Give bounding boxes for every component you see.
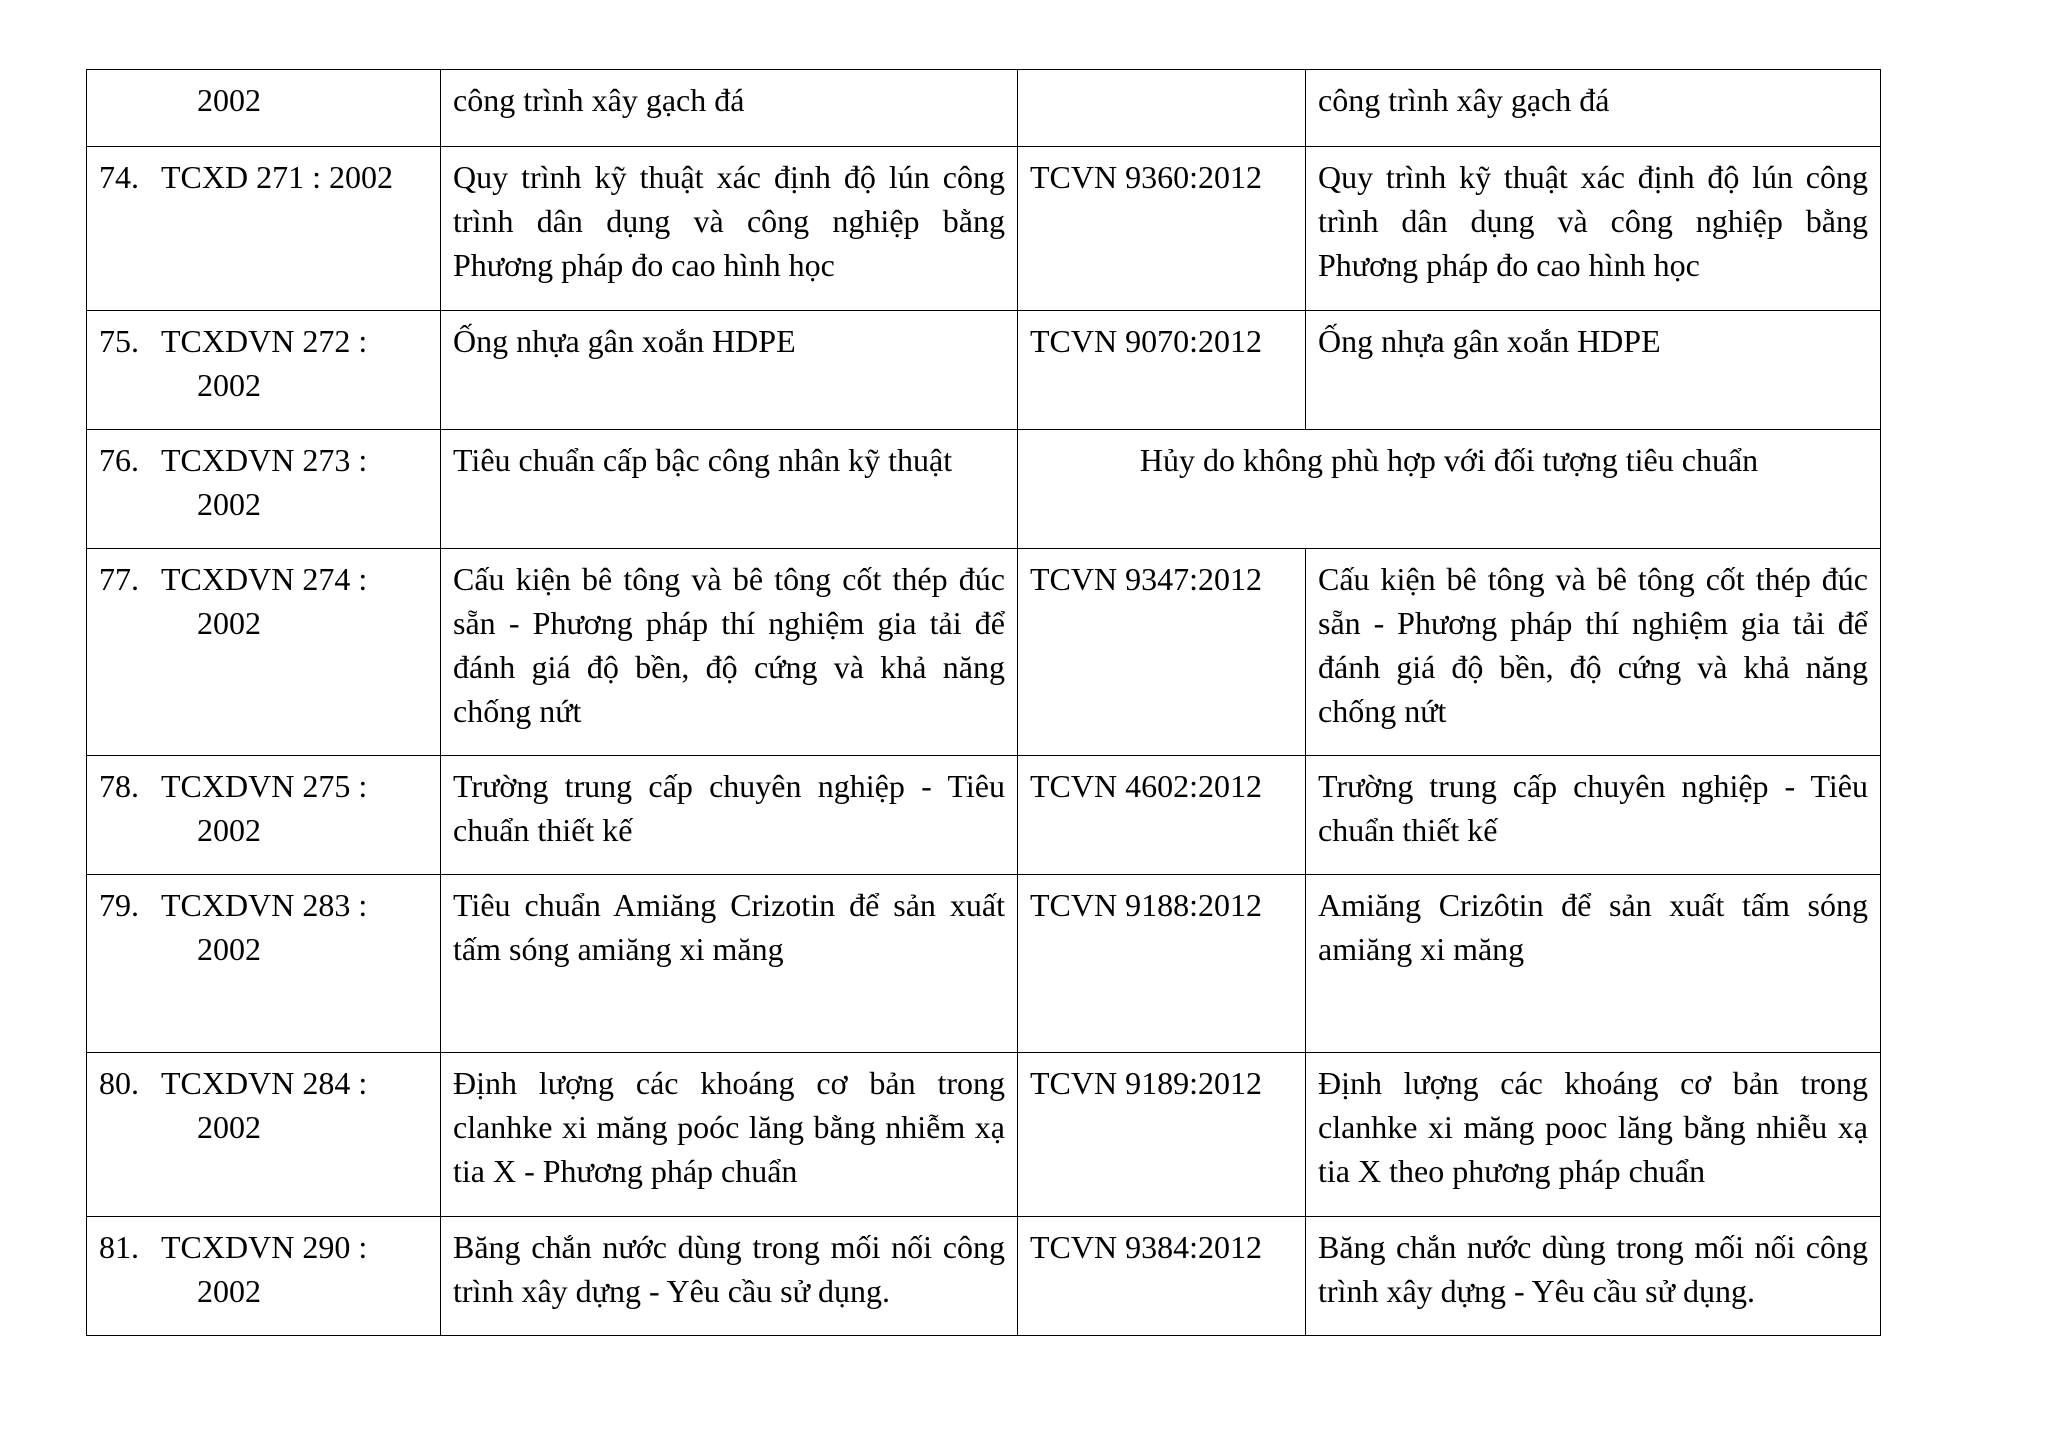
old-code: TCXDVN 283 : xyxy=(161,887,368,923)
table-row-continued xyxy=(87,70,1881,147)
table-row xyxy=(87,549,1881,756)
row-number: 75. xyxy=(99,323,139,359)
old-name-cell: Ống nhựa gân xoắn HDPE xyxy=(441,311,1018,430)
old-name-cell: Tiêu chuẩn Amiăng Crizotin để sản xuất tấm sóng amiăng xi măng xyxy=(441,875,1018,1053)
standards-conversion-table xyxy=(86,69,1881,1336)
table-row xyxy=(87,875,1881,1053)
old-code-year: 2002 xyxy=(197,605,261,641)
old-code: TCXDVN 272 : xyxy=(161,323,368,359)
new-name-cell: Ống nhựa gân xoắn HDPE xyxy=(1306,311,1881,430)
new-name-cell: Quy trình kỹ thuật xác định độ lún công trình dân dụng và công nghiệp bằng Phương pháp đo cao hình học xyxy=(1306,147,1881,311)
old-code-year: 2002 xyxy=(197,931,261,967)
row-number: 77. xyxy=(99,561,139,597)
old-code-cell xyxy=(87,147,441,311)
old-code-cell xyxy=(87,549,441,756)
table-row xyxy=(87,147,1881,311)
old-code-year: 2002 xyxy=(197,812,261,848)
row-number: 78. xyxy=(99,768,139,804)
new-name-cell: Trường trung cấp chuyên nghiệp - Tiêu chuẩn thiết kế xyxy=(1306,756,1881,875)
new-name-cell: công trình xây gạch đá xyxy=(1306,70,1881,147)
table-row xyxy=(87,756,1881,875)
old-code-year: 2002 xyxy=(197,1273,261,1309)
old-name-cell: Định lượng các khoáng cơ bản trong clanhke xi măng poóc lăng bằng nhiễm xạ tia X - Phương pháp chuẩn xyxy=(441,1053,1018,1217)
new-name-cell: Định lượng các khoáng cơ bản trong clanhke xi măng pooc lăng bằng nhiễu xạ tia X theo phương pháp chuẩn xyxy=(1306,1053,1881,1217)
table-row xyxy=(87,430,1881,549)
row-number: 76. xyxy=(99,442,139,478)
row-number: 74. xyxy=(99,159,139,195)
old-code: TCXDVN 275 : xyxy=(161,768,368,804)
old-code-cell xyxy=(87,1217,441,1336)
old-code: TCXDVN 284 : xyxy=(161,1065,368,1101)
old-code-cell xyxy=(87,70,441,147)
old-code: TCXD 271 : 2002 xyxy=(161,159,393,195)
old-code-year: 2002 xyxy=(197,82,261,118)
old-name-cell: Trường trung cấp chuyên nghiệp - Tiêu chuẩn thiết kế xyxy=(441,756,1018,875)
new-name-cell: Băng chắn nước dùng trong mối nối công trình xây dựng - Yêu cầu sử dụng. xyxy=(1306,1217,1881,1336)
table-row xyxy=(87,1217,1881,1336)
old-code: TCXDVN 274 : xyxy=(161,561,368,597)
new-code-cell xyxy=(1018,70,1306,147)
old-name-cell: công trình xây gạch đá xyxy=(441,70,1018,147)
row-number: 80. xyxy=(99,1065,139,1101)
old-name-cell: Quy trình kỹ thuật xác định độ lún công trình dân dụng và công nghiệp bằng Phương pháp đo cao hình học xyxy=(441,147,1018,311)
old-code-cell xyxy=(87,875,441,1053)
old-code-year: 2002 xyxy=(197,367,261,403)
new-name-cell: Cấu kiện bê tông và bê tông cốt thép đúc sẵn - Phương pháp thí nghiệm gia tải để đánh giá độ bền, độ cứng và khả năng chống nứt xyxy=(1306,549,1881,756)
old-name-cell: Cấu kiện bê tông và bê tông cốt thép đúc sẵn - Phương pháp thí nghiệm gia tải để đánh giá độ bền, độ cứng và khả năng chống nứt xyxy=(441,549,1018,756)
new-code-cell: TCVN 4602:2012 xyxy=(1018,756,1306,875)
row-number: 81. xyxy=(99,1229,139,1265)
new-code-cell: TCVN 9188:2012 xyxy=(1018,875,1306,1053)
old-code-year: 2002 xyxy=(197,1109,261,1145)
old-code-cell xyxy=(87,430,441,549)
old-code-cell xyxy=(87,756,441,875)
row-number: 79. xyxy=(99,887,139,923)
new-code-cell: TCVN 9189:2012 xyxy=(1018,1053,1306,1217)
old-code-cell xyxy=(87,1053,441,1217)
new-code-cell: TCVN 9360:2012 xyxy=(1018,147,1306,311)
new-code-cell: TCVN 9384:2012 xyxy=(1018,1217,1306,1336)
new-name-cell: Amiăng Crizôtin để sản xuất tấm sóng amiăng xi măng xyxy=(1306,875,1881,1053)
new-code-cell: TCVN 9347:2012 xyxy=(1018,549,1306,756)
old-code-year: 2002 xyxy=(197,486,261,522)
cancel-note-cell: Hủy do không phù hợp với đối tượng tiêu chuẩn xyxy=(1018,430,1881,549)
old-code: TCXDVN 273 : xyxy=(161,442,368,478)
table-row xyxy=(87,311,1881,430)
new-code-cell: TCVN 9070:2012 xyxy=(1018,311,1306,430)
old-code: TCXDVN 290 : xyxy=(161,1229,368,1265)
old-name-cell: Tiêu chuẩn cấp bậc công nhân kỹ thuật xyxy=(441,430,1018,549)
old-code-cell xyxy=(87,311,441,430)
old-name-cell: Băng chắn nước dùng trong mối nối công trình xây dựng - Yêu cầu sử dụng. xyxy=(441,1217,1018,1336)
table-row xyxy=(87,1053,1881,1217)
